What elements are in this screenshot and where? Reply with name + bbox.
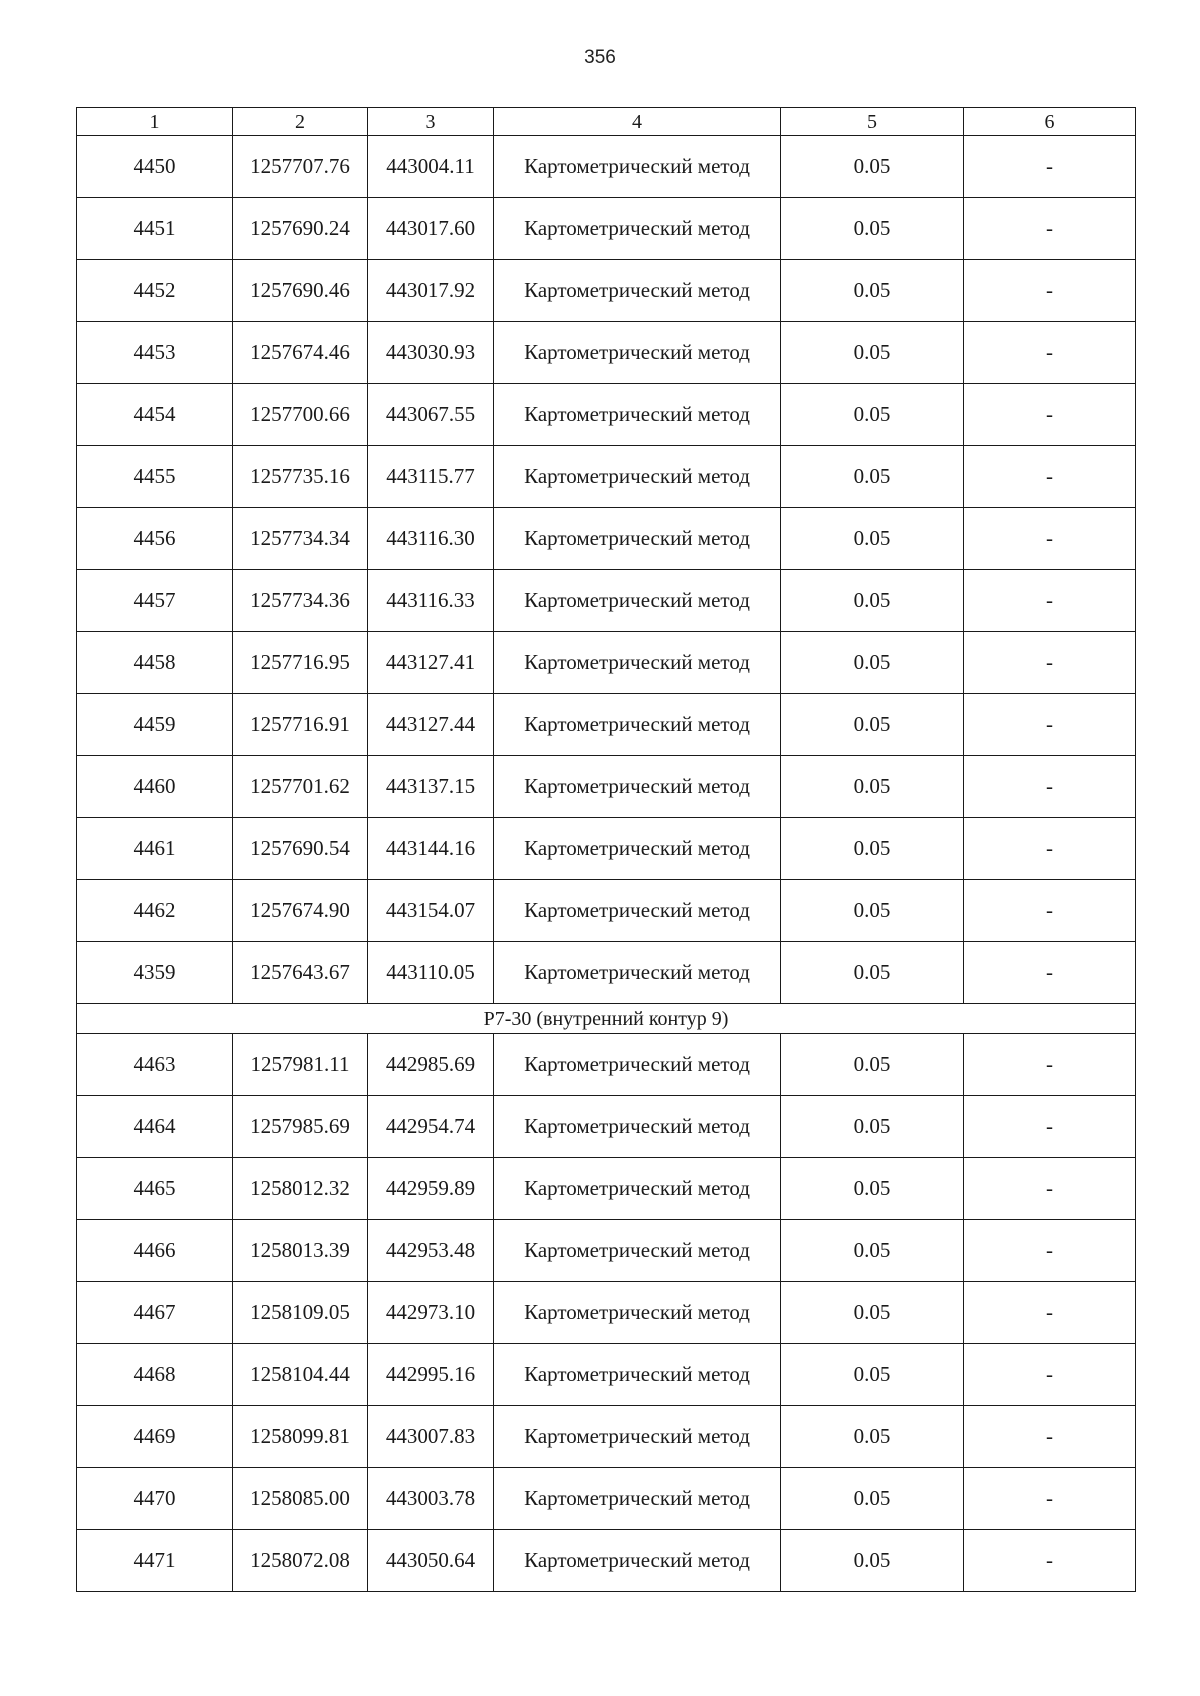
point-number-cell: 4459 — [77, 694, 233, 756]
accuracy-cell: 0.05 — [781, 1406, 964, 1468]
y-coordinate-cell: 443004.11 — [368, 136, 494, 198]
method-cell: Картометрический метод — [494, 198, 781, 260]
accuracy-cell: 0.05 — [781, 508, 964, 570]
method-cell: Картометрический метод — [494, 1034, 781, 1096]
x-coordinate-cell: 1258013.39 — [233, 1220, 368, 1282]
note-cell: - — [964, 1282, 1136, 1344]
x-coordinate-cell: 1257734.36 — [233, 570, 368, 632]
point-number-cell: 4463 — [77, 1034, 233, 1096]
table-row — [77, 1344, 1136, 1406]
accuracy-cell: 0.05 — [781, 570, 964, 632]
point-number-cell: 4359 — [77, 942, 233, 1004]
note-cell: - — [964, 322, 1136, 384]
x-coordinate-cell: 1257690.46 — [233, 260, 368, 322]
note-cell: - — [964, 942, 1136, 1004]
point-number-cell: 4465 — [77, 1158, 233, 1220]
method-cell: Картометрический метод — [494, 508, 781, 570]
method-cell: Картометрический метод — [494, 1530, 781, 1592]
table-row — [77, 260, 1136, 322]
method-cell: Картометрический метод — [494, 1282, 781, 1344]
table-row — [77, 136, 1136, 198]
x-coordinate-cell: 1258099.81 — [233, 1406, 368, 1468]
point-number-cell: 4462 — [77, 880, 233, 942]
accuracy-cell: 0.05 — [781, 818, 964, 880]
section-title: Р7-30 (внутренний контур 9) — [77, 1004, 1136, 1034]
header-cell: 5 — [781, 108, 964, 136]
table-row — [77, 1530, 1136, 1592]
accuracy-cell: 0.05 — [781, 198, 964, 260]
accuracy-cell: 0.05 — [781, 1034, 964, 1096]
point-number-cell: 4468 — [77, 1344, 233, 1406]
x-coordinate-cell: 1258085.00 — [233, 1468, 368, 1530]
accuracy-cell: 0.05 — [781, 1468, 964, 1530]
x-coordinate-cell: 1258109.05 — [233, 1282, 368, 1344]
accuracy-cell: 0.05 — [781, 1282, 964, 1344]
accuracy-cell: 0.05 — [781, 384, 964, 446]
note-cell: - — [964, 570, 1136, 632]
y-coordinate-cell: 443115.77 — [368, 446, 494, 508]
accuracy-cell: 0.05 — [781, 632, 964, 694]
section-row — [77, 1004, 1136, 1034]
method-cell: Картометрический метод — [494, 1158, 781, 1220]
point-number-cell: 4457 — [77, 570, 233, 632]
accuracy-cell: 0.05 — [781, 1220, 964, 1282]
x-coordinate-cell: 1257674.46 — [233, 322, 368, 384]
method-cell: Картометрический метод — [494, 570, 781, 632]
note-cell: - — [964, 880, 1136, 942]
method-cell: Картометрический метод — [494, 384, 781, 446]
table-row — [77, 818, 1136, 880]
y-coordinate-cell: 443116.30 — [368, 508, 494, 570]
x-coordinate-cell: 1258012.32 — [233, 1158, 368, 1220]
header-cell: 2 — [233, 108, 368, 136]
page-number: 356 — [584, 47, 616, 68]
point-number-cell: 4466 — [77, 1220, 233, 1282]
note-cell: - — [964, 260, 1136, 322]
note-cell: - — [964, 1530, 1136, 1592]
x-coordinate-cell: 1258104.44 — [233, 1344, 368, 1406]
method-cell: Картометрический метод — [494, 632, 781, 694]
y-coordinate-cell: 443017.60 — [368, 198, 494, 260]
method-cell: Картометрический метод — [494, 1344, 781, 1406]
note-cell: - — [964, 1158, 1136, 1220]
method-cell: Картометрический метод — [494, 942, 781, 1004]
method-cell: Картометрический метод — [494, 136, 781, 198]
x-coordinate-cell: 1257643.67 — [233, 942, 368, 1004]
method-cell: Картометрический метод — [494, 756, 781, 818]
x-coordinate-cell: 1257674.90 — [233, 880, 368, 942]
point-number-cell: 4471 — [77, 1530, 233, 1592]
table-row — [77, 756, 1136, 818]
point-number-cell: 4456 — [77, 508, 233, 570]
point-number-cell: 4461 — [77, 818, 233, 880]
x-coordinate-cell: 1257701.62 — [233, 756, 368, 818]
note-cell: - — [964, 446, 1136, 508]
table-row — [77, 198, 1136, 260]
table-row — [77, 1034, 1136, 1096]
method-cell: Картометрический метод — [494, 322, 781, 384]
accuracy-cell: 0.05 — [781, 1344, 964, 1406]
note-cell: - — [964, 1344, 1136, 1406]
coordinates-table — [76, 107, 1136, 1592]
y-coordinate-cell: 443030.93 — [368, 322, 494, 384]
note-cell: - — [964, 384, 1136, 446]
accuracy-cell: 0.05 — [781, 942, 964, 1004]
table-row — [77, 570, 1136, 632]
note-cell: - — [964, 508, 1136, 570]
y-coordinate-cell: 443017.92 — [368, 260, 494, 322]
table-row — [77, 446, 1136, 508]
table-row — [77, 508, 1136, 570]
x-coordinate-cell: 1257716.91 — [233, 694, 368, 756]
y-coordinate-cell: 443127.44 — [368, 694, 494, 756]
y-coordinate-cell: 443050.64 — [368, 1530, 494, 1592]
point-number-cell: 4452 — [77, 260, 233, 322]
y-coordinate-cell: 442995.16 — [368, 1344, 494, 1406]
y-coordinate-cell: 443003.78 — [368, 1468, 494, 1530]
table-row — [77, 694, 1136, 756]
table-row — [77, 880, 1136, 942]
method-cell: Картометрический метод — [494, 446, 781, 508]
method-cell: Картометрический метод — [494, 1468, 781, 1530]
x-coordinate-cell: 1257716.95 — [233, 632, 368, 694]
table-row — [77, 1096, 1136, 1158]
header-row — [77, 108, 1136, 136]
y-coordinate-cell: 443127.41 — [368, 632, 494, 694]
point-number-cell: 4454 — [77, 384, 233, 446]
table-row — [77, 322, 1136, 384]
header-cell: 4 — [494, 108, 781, 136]
point-number-cell: 4469 — [77, 1406, 233, 1468]
x-coordinate-cell: 1257981.11 — [233, 1034, 368, 1096]
y-coordinate-cell: 443007.83 — [368, 1406, 494, 1468]
table-row — [77, 1468, 1136, 1530]
method-cell: Картометрический метод — [494, 818, 781, 880]
accuracy-cell: 0.05 — [781, 260, 964, 322]
table-row — [77, 1282, 1136, 1344]
point-number-cell: 4460 — [77, 756, 233, 818]
method-cell: Картометрический метод — [494, 880, 781, 942]
note-cell: - — [964, 632, 1136, 694]
point-number-cell: 4453 — [77, 322, 233, 384]
accuracy-cell: 0.05 — [781, 756, 964, 818]
y-coordinate-cell: 442973.10 — [368, 1282, 494, 1344]
y-coordinate-cell: 442985.69 — [368, 1034, 494, 1096]
x-coordinate-cell: 1257985.69 — [233, 1096, 368, 1158]
note-cell: - — [964, 694, 1136, 756]
table-row — [77, 632, 1136, 694]
y-coordinate-cell: 443110.05 — [368, 942, 494, 1004]
method-cell: Картометрический метод — [494, 1096, 781, 1158]
point-number-cell: 4464 — [77, 1096, 233, 1158]
y-coordinate-cell: 443154.07 — [368, 880, 494, 942]
accuracy-cell: 0.05 — [781, 880, 964, 942]
header-cell: 1 — [77, 108, 233, 136]
method-cell: Картометрический метод — [494, 694, 781, 756]
note-cell: - — [964, 198, 1136, 260]
accuracy-cell: 0.05 — [781, 1158, 964, 1220]
point-number-cell: 4470 — [77, 1468, 233, 1530]
header-cell: 6 — [964, 108, 1136, 136]
accuracy-cell: 0.05 — [781, 136, 964, 198]
note-cell: - — [964, 756, 1136, 818]
point-number-cell: 4455 — [77, 446, 233, 508]
y-coordinate-cell: 443067.55 — [368, 384, 494, 446]
x-coordinate-cell: 1257700.66 — [233, 384, 368, 446]
y-coordinate-cell: 442959.89 — [368, 1158, 494, 1220]
y-coordinate-cell: 443137.15 — [368, 756, 494, 818]
table-row — [77, 942, 1136, 1004]
x-coordinate-cell: 1257735.16 — [233, 446, 368, 508]
method-cell: Картометрический метод — [494, 1220, 781, 1282]
point-number-cell: 4467 — [77, 1282, 233, 1344]
note-cell: - — [964, 1096, 1136, 1158]
x-coordinate-cell: 1257690.24 — [233, 198, 368, 260]
accuracy-cell: 0.05 — [781, 1530, 964, 1592]
y-coordinate-cell: 443116.33 — [368, 570, 494, 632]
point-number-cell: 4458 — [77, 632, 233, 694]
y-coordinate-cell: 442954.74 — [368, 1096, 494, 1158]
x-coordinate-cell: 1257707.76 — [233, 136, 368, 198]
note-cell: - — [964, 136, 1136, 198]
header-cell: 3 — [368, 108, 494, 136]
note-cell: - — [964, 1034, 1136, 1096]
x-coordinate-cell: 1258072.08 — [233, 1530, 368, 1592]
point-number-cell: 4451 — [77, 198, 233, 260]
x-coordinate-cell: 1257734.34 — [233, 508, 368, 570]
accuracy-cell: 0.05 — [781, 322, 964, 384]
x-coordinate-cell: 1257690.54 — [233, 818, 368, 880]
table-row — [77, 1158, 1136, 1220]
method-cell: Картометрический метод — [494, 1406, 781, 1468]
table-row — [77, 384, 1136, 446]
y-coordinate-cell: 442953.48 — [368, 1220, 494, 1282]
note-cell: - — [964, 1468, 1136, 1530]
table-row — [77, 1220, 1136, 1282]
accuracy-cell: 0.05 — [781, 694, 964, 756]
table-row — [77, 1406, 1136, 1468]
note-cell: - — [964, 818, 1136, 880]
note-cell: - — [964, 1406, 1136, 1468]
y-coordinate-cell: 443144.16 — [368, 818, 494, 880]
point-number-cell: 4450 — [77, 136, 233, 198]
accuracy-cell: 0.05 — [781, 446, 964, 508]
note-cell: - — [964, 1220, 1136, 1282]
accuracy-cell: 0.05 — [781, 1096, 964, 1158]
method-cell: Картометрический метод — [494, 260, 781, 322]
